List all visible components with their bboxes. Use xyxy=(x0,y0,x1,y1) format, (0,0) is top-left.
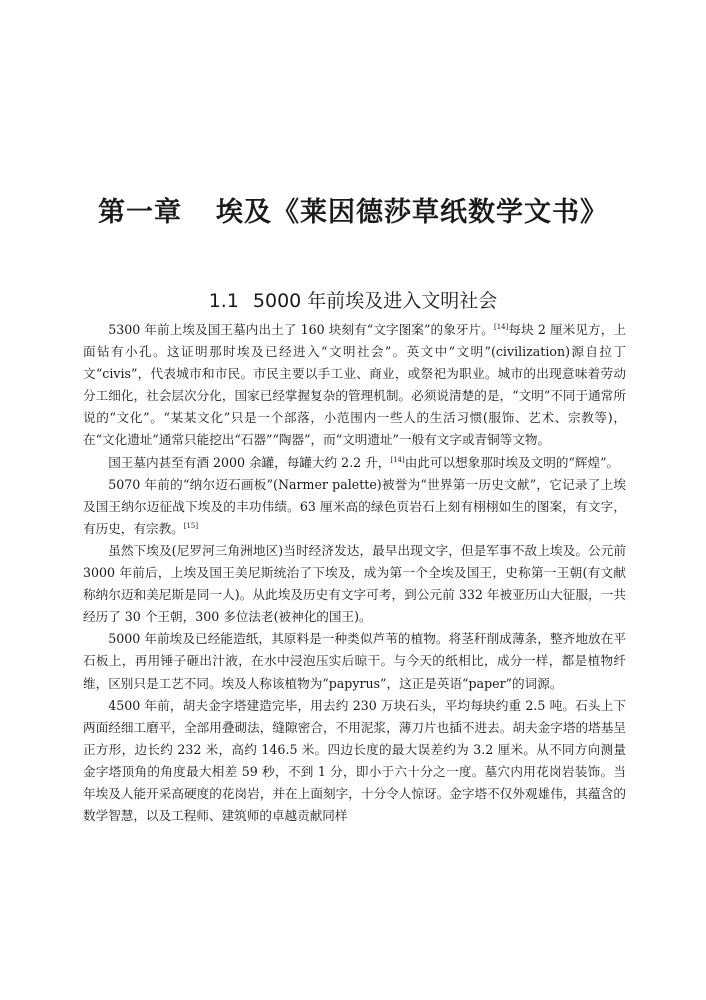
paragraph xyxy=(83,695,626,828)
citation-ref: [14] xyxy=(390,455,405,464)
chapter-number: 第一章 xyxy=(98,197,182,228)
paragraph-text: 虽然下埃及(尼罗河三角洲地区)当时经济发达，最早出现文字，但是军事不敌上埃及。公元前 3000 年前后，上埃及国王美尼斯统治了下埃及，成为第一个全埃及国王，史称第一王朝(有文献称纳尔迈和美尼斯是同一人)。从此埃及历史有文字可考，到公元前 332 年被亚历山大征服，一共经历了 30 个王朝，300 多位法老(被神化的国王)。 xyxy=(83,542,626,625)
paragraph xyxy=(83,540,626,628)
citation-ref: [14] xyxy=(493,323,509,331)
section-number: 1.1 xyxy=(208,290,239,312)
paragraph xyxy=(83,628,626,694)
paragraph xyxy=(83,319,626,452)
paragraph-text: 5000 年前埃及已经能造纸，其原料是一种类似芦苇的植物。将茎秆削成薄条，整齐地放在平石板上，再用锤子砸出汁液，在水中浸泡压实后晾干。与今天的纸相比，成分一样，都是植物纤维，区别只是工艺不同。埃及人称该植物为“papyrus”，这正是英语“paper”的词源。 xyxy=(83,631,626,691)
paragraph-text: 5070 年前的“纳尔迈石画板”(Narmer palette)被誉为“世界第一历史文献”，它记录了上埃及国王纳尔迈征战下埃及的丰功伟绩。63 厘米高的绿色页岩石上刻有栩栩如生的图案，有文字，有历史，有宗教。 xyxy=(83,476,626,536)
citation-ref: [15] xyxy=(183,521,199,530)
section-title: 5000 年前埃及进入文明社会 xyxy=(252,290,498,312)
paragraph-text: 每块 2 厘米见方，上面钻有小孔。这证明那时埃及已经进入“文明社会”。英文中“文明”(civilization)源自拉丁文“civis”，代表城市和市民。市民主要以手工业、商业，或祭祀为职业。城市的出现意味着劳动分工细化，社会层次分化，国家已经掌握复杂的管理机制。必须说清楚的是，“文明”不同于通常所说的“文化”。“某某文化”只是一个部落，小范围内一些人的生活习惯(服饰、艺术、宗教等)，在“文化遗址”通常只能挖出“石器”“陶器”，而“文明遗址”一般有文字或青铜等文物。 xyxy=(83,322,626,448)
paragraph xyxy=(83,474,626,540)
paragraph xyxy=(83,452,626,474)
paragraph-text: 5300 年前上埃及国王墓内出土了 160 块刻有“文字图案”的象牙片。 xyxy=(108,322,494,337)
paragraph-text: 国王墓内甚至有酒 2000 余罐，每罐大约 2.2 升， xyxy=(108,454,391,470)
chapter-heading xyxy=(0,190,706,229)
section-heading xyxy=(0,286,706,313)
paragraph-text: 4500 年前，胡夫金字塔建造完毕，用去约 230 万块石头，平均每块约重 2.5 吨。石头上下两面经细工磨平，全部用叠砌法，缝隙密合，不用泥浆，薄刀片也插不进去。胡夫金字塔的塔基呈正方形，边长约 232 米，高约 146.5 米。四边长度的最大误差约为 3.2 厘米。从不同方向测量金字塔顶角的角度最大相差 59 秒，不到 1 分，即小于六十分之一度。墓穴内用花岗岩装饰。当年埃及人能开采高硬度的花岗岩，并在上面刻字，十分令人惊讶。金字塔不仅外观雄伟，其蕴含的数学智慧，以及工程师、建筑师的卓越贡献同样 xyxy=(83,697,626,824)
paragraph-text: 由此可以想象那时埃及文明的“辉煌”。 xyxy=(404,454,620,470)
chapter-title: 埃及《莱因德莎草纸数学文书》 xyxy=(216,197,608,228)
body-text xyxy=(83,319,626,827)
